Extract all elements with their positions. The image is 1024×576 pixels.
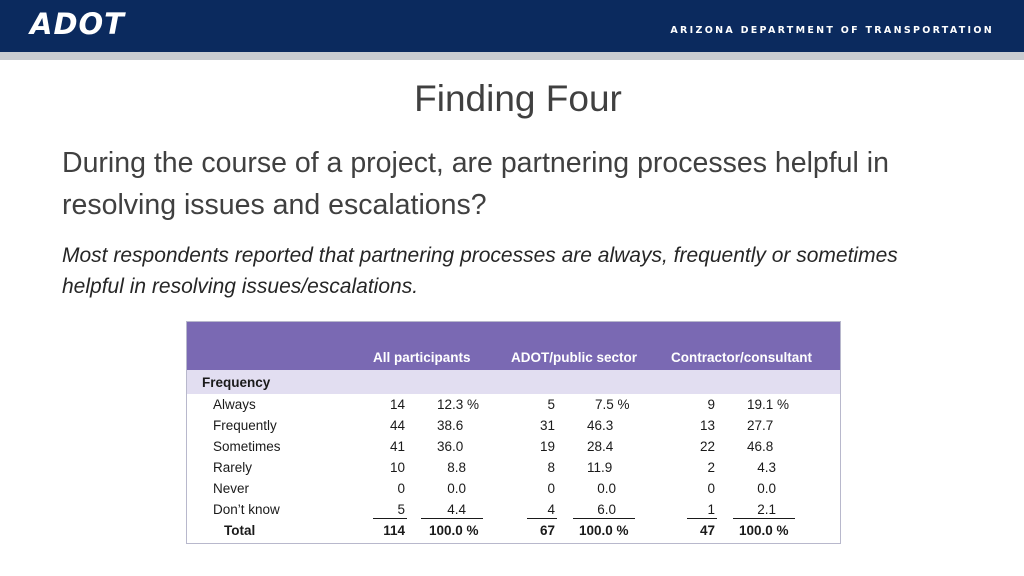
finding-statement: Most respondents reported that partnering processes are always, frequently or sometimes helpful in resolving issues/escalations. <box>62 244 898 298</box>
adot-percent: 7.5 % <box>595 397 630 412</box>
slide-title: Finding Four <box>414 78 622 119</box>
contractor-percent: 0.0 <box>757 481 776 496</box>
all-percent: 12.3 % <box>437 397 480 412</box>
contractor-percent: 100.0 % <box>739 523 789 538</box>
underline <box>421 518 483 519</box>
adot-logo: ADOT <box>30 7 125 41</box>
row-label: Total <box>224 523 256 538</box>
adot-percent: 46.3 <box>587 418 614 433</box>
underline <box>527 518 557 519</box>
adot-percent: 11.9 <box>587 460 613 475</box>
all-percent: 8.8 <box>447 460 466 475</box>
table-row <box>187 418 840 439</box>
underline <box>573 518 635 519</box>
col-header-contractor: Contractor/consultant <box>671 350 813 365</box>
table-row <box>187 460 840 481</box>
frequency-section <box>187 370 840 394</box>
all-count: 0 <box>397 481 405 496</box>
all-count: 114 <box>383 523 405 538</box>
adot-percent: 100.0 % <box>579 523 629 538</box>
table-row <box>187 439 840 460</box>
adot-percent: 6.0 <box>597 502 616 517</box>
contractor-percent: 4.3 <box>757 460 776 475</box>
contractor-count: 9 <box>707 397 715 412</box>
table-row <box>187 397 840 418</box>
adot-percent: 0.0 <box>597 481 616 496</box>
contractor-count: 1 <box>707 502 715 517</box>
all-count: 14 <box>389 397 405 412</box>
adot-count: 19 <box>539 439 555 454</box>
org-name: ARIZONA DEPARTMENT OF TRANSPORTATION <box>670 25 994 36</box>
adot-count: 67 <box>539 523 555 538</box>
contractor-count: 22 <box>699 439 715 454</box>
total-row <box>187 523 840 544</box>
contractor-percent: 2.1 <box>757 502 776 517</box>
adot-percent: 28.4 <box>587 439 614 454</box>
frequency-label: Frequency <box>202 375 271 390</box>
adot-count: 8 <box>547 460 555 475</box>
header-bar <box>0 0 1024 52</box>
contractor-percent: 46.8 <box>747 439 774 454</box>
contractor-count: 2 <box>707 460 715 475</box>
col-header-adot-public: ADOT/public sector <box>511 350 638 365</box>
all-count: 5 <box>397 502 405 517</box>
row-label: Always <box>213 397 256 412</box>
row-label: Don’t know <box>213 502 280 517</box>
underline <box>687 518 717 519</box>
header-divider <box>0 52 1024 60</box>
adot-count: 4 <box>547 502 555 517</box>
underline <box>373 518 407 519</box>
all-count: 44 <box>389 418 405 433</box>
contractor-count: 47 <box>699 523 715 538</box>
all-percent: 38.6 <box>437 418 464 433</box>
row-label: Frequently <box>213 418 277 433</box>
table-row <box>187 481 840 502</box>
row-label: Never <box>213 481 250 496</box>
contractor-count: 0 <box>707 481 715 496</box>
contractor-percent: 19.1 % <box>747 397 790 412</box>
adot-count: 5 <box>547 397 555 412</box>
all-count: 10 <box>389 460 405 475</box>
all-count: 41 <box>389 439 405 454</box>
table-row <box>187 502 840 523</box>
row-label: Rarely <box>213 460 253 475</box>
all-percent: 4.4 <box>447 502 466 517</box>
all-percent: 100.0 % <box>429 523 479 538</box>
row-label: Sometimes <box>213 439 281 454</box>
results-table <box>186 321 841 544</box>
contractor-count: 13 <box>699 418 715 433</box>
contractor-percent: 27.7 <box>747 418 774 433</box>
adot-count: 0 <box>547 481 555 496</box>
all-percent: 36.0 <box>437 439 464 454</box>
col-header-all-participants: All participants <box>373 350 471 365</box>
slide-question: During the course of a project, are partnering processes helpful in resolving issues and escalations? <box>62 147 889 221</box>
all-percent: 0.0 <box>447 481 466 496</box>
adot-count: 31 <box>539 418 555 433</box>
underline <box>733 518 795 519</box>
table-header <box>187 322 840 370</box>
